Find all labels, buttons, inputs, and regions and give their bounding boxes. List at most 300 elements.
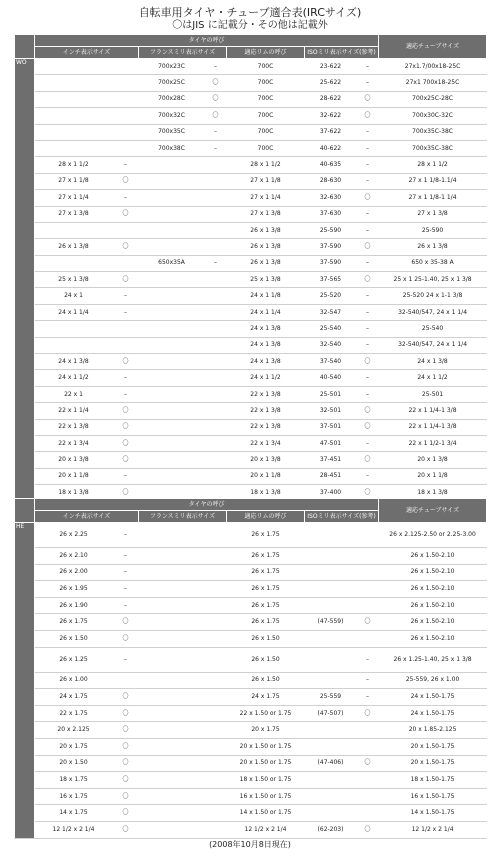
table-row <box>15 738 487 755</box>
tube-size-cell: 27x1 700x18-25C <box>379 75 487 91</box>
inch-jis-mark <box>113 337 139 353</box>
tube-size-cell: 32-540/547, 24 x 1 1/4 <box>379 304 487 320</box>
iso-jis-mark: – <box>357 435 379 451</box>
table-row <box>15 255 487 271</box>
table-row <box>15 689 487 706</box>
inch-jis-mark <box>113 672 139 689</box>
inch-jis-mark: 〇 <box>113 722 139 739</box>
inch-jis-mark <box>113 255 139 271</box>
french-size-cell: 700x28C <box>139 91 205 107</box>
iso-jis-mark: 〇 <box>357 705 379 722</box>
iso-jis-mark: 〇 <box>357 821 379 838</box>
inch-size-cell: 26 x 2.25 <box>35 523 113 548</box>
rim-cell: 20 x 1.50 or 1.75 <box>227 755 305 772</box>
french-size-cell <box>139 173 205 189</box>
iso-size-cell: 32-540 <box>305 337 357 353</box>
inch-size-cell: 26 x 1.75 <box>35 614 113 631</box>
inch-jis-mark: 〇 <box>113 354 139 370</box>
table-row <box>15 805 487 822</box>
tube-size-cell: 26 x 1.50-2.10 <box>379 630 487 647</box>
iso-size-cell: 25-540 <box>305 321 357 337</box>
page-title: 自転車用タイヤ・チューブ適合表(IRCサイズ) <box>138 6 362 19</box>
iso-jis-mark: 〇 <box>357 452 379 468</box>
french-size-cell: 700x25C <box>139 75 205 91</box>
inch-jis-mark: 〇 <box>113 239 139 255</box>
french-jis-mark <box>205 548 227 565</box>
iso-size-cell: 28-622 <box>305 91 357 107</box>
french-size-cell <box>139 468 205 484</box>
iso-size-cell <box>305 738 357 755</box>
table-row <box>15 321 487 337</box>
table-row <box>15 772 487 789</box>
french-size-cell <box>139 738 205 755</box>
iso-jis-mark: 〇 <box>357 485 379 501</box>
table-row <box>15 647 487 672</box>
iso-jis-mark: – <box>357 157 379 173</box>
rim-cell: 26 x 1 3/8 <box>227 222 305 238</box>
tube-size-cell: 24 x 1.50-1.75 <box>379 689 487 706</box>
inch-jis-mark: 〇 <box>113 403 139 419</box>
iso-size-cell: (47-559) <box>305 614 357 631</box>
rim-cell: 700C <box>227 124 305 140</box>
inch-size-cell: 26 x 2.10 <box>35 548 113 565</box>
table-row <box>15 124 487 140</box>
table-row <box>15 435 487 451</box>
inch-size-cell: 26 x 1.50 <box>35 630 113 647</box>
iso-size-cell <box>305 548 357 565</box>
french-jis-mark <box>205 722 227 739</box>
inch-size-cell <box>35 124 113 140</box>
french-jis-mark <box>205 805 227 822</box>
inch-size-cell: 20 x 2.125 <box>35 722 113 739</box>
inch-size-cell: 26 x 1.90 <box>35 597 113 614</box>
tube-header: 適応チューブサイズ <box>379 35 487 59</box>
french-jis-mark <box>205 705 227 722</box>
french-size-cell <box>139 597 205 614</box>
tube-size-cell: 26 x 1.50-2.10 <box>379 597 487 614</box>
iso-jis-mark: 〇 <box>357 755 379 772</box>
iso-size-cell: 37-590 <box>305 239 357 255</box>
iso-size-cell: 32-547 <box>305 304 357 320</box>
french-jis-mark <box>205 672 227 689</box>
iso-jis-mark: – <box>357 288 379 304</box>
french-size-cell <box>139 772 205 789</box>
table-row <box>15 597 487 614</box>
table-row <box>15 468 487 484</box>
tube-size-cell: 24 x 1.50-1.75 <box>379 705 487 722</box>
french-jis-mark <box>205 222 227 238</box>
iso-size-cell <box>305 672 357 689</box>
french-jis-mark <box>205 403 227 419</box>
tube-size-cell: 12 1/2 x 2 1/4 <box>379 821 487 838</box>
inch-size-cell: 26 x 1 3/8 <box>35 239 113 255</box>
tube-size-cell: 27x1.7/00x18-25C <box>379 59 487 75</box>
inch-jis-mark: 〇 <box>113 772 139 789</box>
iso-size-cell: 32-501 <box>305 403 357 419</box>
inch-jis-mark: 〇 <box>113 206 139 222</box>
inch-size-cell <box>35 108 113 124</box>
tube-size-cell: 650 x 35-38 A <box>379 255 487 271</box>
inch-jis-mark: 〇 <box>113 419 139 435</box>
french-jis-mark <box>205 468 227 484</box>
rim-cell: 700C <box>227 140 305 156</box>
french-size-cell <box>139 705 205 722</box>
iso-jis-mark: – <box>357 672 379 689</box>
rim-cell: 26 x 1.75 <box>227 564 305 581</box>
tube-size-cell: 26 x 1.50-2.10 <box>379 548 487 565</box>
rim-cell: 24 x 1.75 <box>227 689 305 706</box>
french-size-cell <box>139 222 205 238</box>
tube-size-cell: 26 x 1 3/8 <box>379 239 487 255</box>
tube-size-cell: 20 x 1.50-1.75 <box>379 738 487 755</box>
inch-size-cell: 22 x 1 1/4 <box>35 403 113 419</box>
tube-size-cell: 25-501 <box>379 386 487 402</box>
rim-cell: 22 x 1 3/8 <box>227 419 305 435</box>
inch-jis-mark: 〇 <box>113 452 139 468</box>
table-row <box>15 222 487 238</box>
table-row <box>15 821 487 838</box>
inch-size-cell: 16 x 1.75 <box>35 788 113 805</box>
iso-size-cell: 37-565 <box>305 272 357 288</box>
iso-size-cell: 25-622 <box>305 75 357 91</box>
iso-size-cell: 37-400 <box>305 485 357 501</box>
french-size-cell <box>139 403 205 419</box>
code-header-blank <box>15 499 35 523</box>
rim-cell: 20 x 1 3/8 <box>227 452 305 468</box>
rim-cell: 20 x 1.50 or 1.75 <box>227 738 305 755</box>
rim-cell: 700C <box>227 75 305 91</box>
inch-jis-mark <box>113 321 139 337</box>
inch-size-cell: 24 x 1 1/2 <box>35 370 113 386</box>
tube-size-cell: 26 x 1.50-2.10 <box>379 564 487 581</box>
tube-size-cell: 16 x 1.50-1.75 <box>379 788 487 805</box>
french-jis-mark <box>205 288 227 304</box>
inch-jis-mark: – <box>113 468 139 484</box>
tube-size-cell: 14 x 1.50-1.75 <box>379 805 487 822</box>
section-code-cell: WO <box>15 59 35 518</box>
rim-cell: 12 1/2 x 2 1/4 <box>227 821 305 838</box>
french-size-cell <box>139 321 205 337</box>
french-size-cell <box>139 354 205 370</box>
tube-size-cell: 700x35C-38C <box>379 140 487 156</box>
french-jis-mark <box>205 435 227 451</box>
iso-size-cell: 40-635 <box>305 157 357 173</box>
tube-size-cell: 25-540 <box>379 321 487 337</box>
rim-cell: 26 x 1 3/8 <box>227 239 305 255</box>
rim-cell: 18 x 1 3/8 <box>227 485 305 501</box>
french-size-cell: 700x23C <box>139 59 205 75</box>
french-jis-mark: – <box>205 255 227 271</box>
inch-jis-mark <box>113 108 139 124</box>
rim-cell: 26 x 1.75 <box>227 597 305 614</box>
inch-size-cell: 22 x 1 <box>35 386 113 402</box>
table-row <box>15 91 487 107</box>
iso-size-cell: 47-501 <box>305 435 357 451</box>
table-row <box>15 59 487 75</box>
inch-size-cell: 28 x 1 1/2 <box>35 157 113 173</box>
french-jis-mark <box>205 354 227 370</box>
inch-size-cell: 20 x 1.75 <box>35 738 113 755</box>
iso-size-cell: 40-622 <box>305 140 357 156</box>
iso-jis-mark <box>357 564 379 581</box>
french-size-cell <box>139 647 205 672</box>
inch-jis-mark <box>113 59 139 75</box>
rim-cell: 28 x 1 1/2 <box>227 157 305 173</box>
iso-jis-mark: – <box>357 140 379 156</box>
table-row <box>15 722 487 739</box>
iso-jis-mark: – <box>357 386 379 402</box>
iso-jis-mark <box>357 548 379 565</box>
tube-size-cell: 32-540/547, 24 x 1 1/4 <box>379 337 487 353</box>
tube-size-cell: 27 x 1 1/8-1 1/4 <box>379 190 487 206</box>
table-row <box>15 75 487 91</box>
inch-size-cell <box>35 140 113 156</box>
iso-size-cell <box>305 805 357 822</box>
inch-size-cell: 26 x 1.25 <box>35 647 113 672</box>
table-row <box>15 581 487 598</box>
inch-size-cell: 26 x 1.00 <box>35 672 113 689</box>
iso-size-cell: 23-622 <box>305 59 357 75</box>
tube-size-cell: 24 x 1 1/2 <box>379 370 487 386</box>
table-row <box>15 354 487 370</box>
french-size-cell <box>139 630 205 647</box>
iso-jis-mark <box>357 630 379 647</box>
table-row <box>15 419 487 435</box>
iso-jis-mark <box>357 597 379 614</box>
table-row <box>15 403 487 419</box>
iso-size-cell: 37-451 <box>305 452 357 468</box>
french-size-cell <box>139 672 205 689</box>
iso-jis-mark: 〇 <box>357 91 379 107</box>
rim-cell: 27 x 1 1/8 <box>227 173 305 189</box>
tube-size-cell: 26 x 1.50-2.10 <box>379 614 487 631</box>
french-jis-mark <box>205 321 227 337</box>
tube-size-cell: 26 x 1.50-2.10 <box>379 581 487 598</box>
table-row <box>15 386 487 402</box>
iso-jis-mark: – <box>357 337 379 353</box>
inch-size-cell: 22 x 1.75 <box>35 705 113 722</box>
iso-size-cell: 25-501 <box>305 386 357 402</box>
iso-size-cell: 37-630 <box>305 206 357 222</box>
inch-size-cell: 27 x 1 3/8 <box>35 206 113 222</box>
rim-cell: 22 x 1 3/8 <box>227 386 305 402</box>
iso-size-cell <box>305 523 357 548</box>
tube-size-cell: 20 x 1.85-2.125 <box>379 722 487 739</box>
iso-size-cell: 25-520 <box>305 288 357 304</box>
inch-jis-mark <box>113 75 139 91</box>
iso-jis-mark: – <box>357 75 379 91</box>
french-jis-mark <box>205 272 227 288</box>
iso-size-cell: 37-540 <box>305 354 357 370</box>
inch-jis-mark: – <box>113 157 139 173</box>
iso-jis-mark: – <box>357 222 379 238</box>
french-jis-mark <box>205 206 227 222</box>
rim-cell: 26 x 1.75 <box>227 523 305 548</box>
tube-size-cell: 700x30C-32C <box>379 108 487 124</box>
french-jis-mark <box>205 419 227 435</box>
french-size-cell <box>139 452 205 468</box>
french-jis-mark <box>205 689 227 706</box>
inch-size-cell <box>35 321 113 337</box>
iso-jis-mark: 〇 <box>357 190 379 206</box>
rim-cell: 700C <box>227 59 305 75</box>
rim-header: 適応リムの呼び <box>227 511 305 523</box>
iso-jis-mark: 〇 <box>357 614 379 631</box>
iso-size-cell: 25-590 <box>305 222 357 238</box>
rim-cell: 26 x 1.50 <box>227 672 305 689</box>
inch-jis-mark: – <box>113 370 139 386</box>
inch-size-cell: 22 x 1 3/8 <box>35 419 113 435</box>
french-jis-mark <box>205 630 227 647</box>
iso-size-cell <box>305 647 357 672</box>
french-jis-mark: – <box>205 124 227 140</box>
iso-size-cell <box>305 564 357 581</box>
tube-size-cell: 700x35C-38C <box>379 124 487 140</box>
tube-size-cell: 20 x 1 1/8 <box>379 468 487 484</box>
tube-size-cell: 25-590 <box>379 222 487 238</box>
french-jis-mark <box>205 190 227 206</box>
inch-jis-mark <box>113 140 139 156</box>
french-header: フランスミリ表示サイズ <box>139 47 227 59</box>
rim-cell: 700C <box>227 91 305 107</box>
table-row <box>15 206 487 222</box>
tube-size-cell: 20 x 1 3/8 <box>379 452 487 468</box>
inch-jis-mark: 〇 <box>113 705 139 722</box>
iso-jis-mark: 〇 <box>357 239 379 255</box>
rim-cell: 22 x 1.50 or 1.75 <box>227 705 305 722</box>
french-jis-mark <box>205 173 227 189</box>
french-jis-mark <box>205 614 227 631</box>
rim-header: 適応リムの呼び <box>227 47 305 59</box>
inch-size-cell: 24 x 1.75 <box>35 689 113 706</box>
iso-size-cell <box>305 772 357 789</box>
inch-size-cell: 25 x 1 3/8 <box>35 272 113 288</box>
french-size-cell <box>139 548 205 565</box>
inch-jis-mark: – <box>113 190 139 206</box>
inch-jis-mark: – <box>113 288 139 304</box>
tube-size-cell: 27 x 1 3/8 <box>379 206 487 222</box>
rim-cell: 25 x 1 3/8 <box>227 272 305 288</box>
tube-size-cell: 27 x 1 1/8-1.1/4 <box>379 173 487 189</box>
french-jis-mark: 〇 <box>205 91 227 107</box>
table-row <box>15 452 487 468</box>
tube-size-cell: 22 x 1 1/4-1 3/8 <box>379 403 487 419</box>
code-header-blank <box>15 35 35 59</box>
tube-size-cell: 28 x 1 1/2 <box>379 157 487 173</box>
french-size-cell: 700x38C <box>139 140 205 156</box>
inch-jis-mark: 〇 <box>113 821 139 838</box>
table-row <box>15 788 487 805</box>
tube-size-cell: 22 x 1 1/4-1 3/8 <box>379 419 487 435</box>
footer-date: (2008年10月8日現在) <box>209 840 291 849</box>
inch-jis-mark <box>113 91 139 107</box>
iso-size-cell: (62-203) <box>305 821 357 838</box>
french-jis-mark <box>205 452 227 468</box>
inch-size-cell: 24 x 1 1/4 <box>35 304 113 320</box>
french-jis-mark <box>205 157 227 173</box>
rim-cell: 26 x 1.75 <box>227 581 305 598</box>
iso-jis-mark: – <box>357 304 379 320</box>
iso-jis-mark <box>357 805 379 822</box>
tube-size-cell: 18 x 1.50-1.75 <box>379 772 487 789</box>
table-row <box>15 108 487 124</box>
inch-size-cell: 18 x 1.75 <box>35 772 113 789</box>
inch-jis-mark: – <box>113 597 139 614</box>
french-size-cell: 650x35A <box>139 255 205 271</box>
french-jis-mark <box>205 821 227 838</box>
iso-jis-mark: – <box>357 59 379 75</box>
inch-size-cell <box>35 91 113 107</box>
french-size-cell <box>139 435 205 451</box>
rim-cell: 27 x 1 3/8 <box>227 206 305 222</box>
iso-jis-mark: 〇 <box>357 272 379 288</box>
inch-jis-mark: 〇 <box>113 805 139 822</box>
inch-jis-mark: 〇 <box>113 689 139 706</box>
iso-size-cell: (47-406) <box>305 755 357 772</box>
tube-size-cell: 26 x 1.25-1.40, 25 x 1 3/8 <box>379 647 487 672</box>
table-row <box>15 630 487 647</box>
table-row <box>15 304 487 320</box>
french-size-cell <box>139 614 205 631</box>
inch-jis-mark: 〇 <box>113 272 139 288</box>
tube-header: 適応チューブサイズ <box>379 499 487 523</box>
inch-size-cell <box>35 222 113 238</box>
rim-cell: 24 x 1 1/8 <box>227 288 305 304</box>
french-size-cell <box>139 239 205 255</box>
french-size-cell <box>139 386 205 402</box>
inch-size-cell: 24 x 1 3/8 <box>35 354 113 370</box>
rim-cell: 26 x 1.50 <box>227 647 305 672</box>
inch-size-cell: 20 x 1 1/8 <box>35 468 113 484</box>
french-jis-mark: – <box>205 59 227 75</box>
french-jis-mark <box>205 564 227 581</box>
iso-size-cell: 32-630 <box>305 190 357 206</box>
table-row <box>15 548 487 565</box>
page-subtitle: 〇はJIS に記載分・その他は記載外 <box>172 20 328 31</box>
inch-size-cell <box>35 75 113 91</box>
french-size-cell <box>139 370 205 386</box>
french-size-cell <box>139 337 205 353</box>
inch-size-cell: 20 x 1.50 <box>35 755 113 772</box>
iso-jis-mark: 〇 <box>357 403 379 419</box>
tube-size-cell: 25-520 24 x 1-1 3/8 <box>379 288 487 304</box>
inch-jis-mark <box>113 222 139 238</box>
french-size-cell <box>139 523 205 548</box>
french-size-cell <box>139 722 205 739</box>
iso-jis-mark: – <box>357 689 379 706</box>
inch-jis-mark: – <box>113 548 139 565</box>
french-size-cell: 700x35C <box>139 124 205 140</box>
rim-cell: 20 x 1 1/8 <box>227 468 305 484</box>
french-jis-mark <box>205 239 227 255</box>
iso-size-cell <box>305 630 357 647</box>
inch-size-cell <box>35 59 113 75</box>
rim-cell: 24 x 1 1/4 <box>227 304 305 320</box>
he-tire-table <box>14 498 487 839</box>
iso-jis-mark: – <box>357 321 379 337</box>
rim-cell: 24 x 1 3/8 <box>227 321 305 337</box>
inch-jis-mark: – <box>113 581 139 598</box>
table-row <box>15 564 487 581</box>
french-size-cell <box>139 788 205 805</box>
inch-size-cell: 26 x 1.95 <box>35 581 113 598</box>
inch-jis-mark: 〇 <box>113 788 139 805</box>
iso-header: ISOミリ表示サイズ(参考) <box>305 511 379 523</box>
inch-size-cell: 20 x 1 3/8 <box>35 452 113 468</box>
french-size-cell <box>139 581 205 598</box>
french-jis-mark <box>205 772 227 789</box>
rim-cell: 22 x 1 3/8 <box>227 403 305 419</box>
